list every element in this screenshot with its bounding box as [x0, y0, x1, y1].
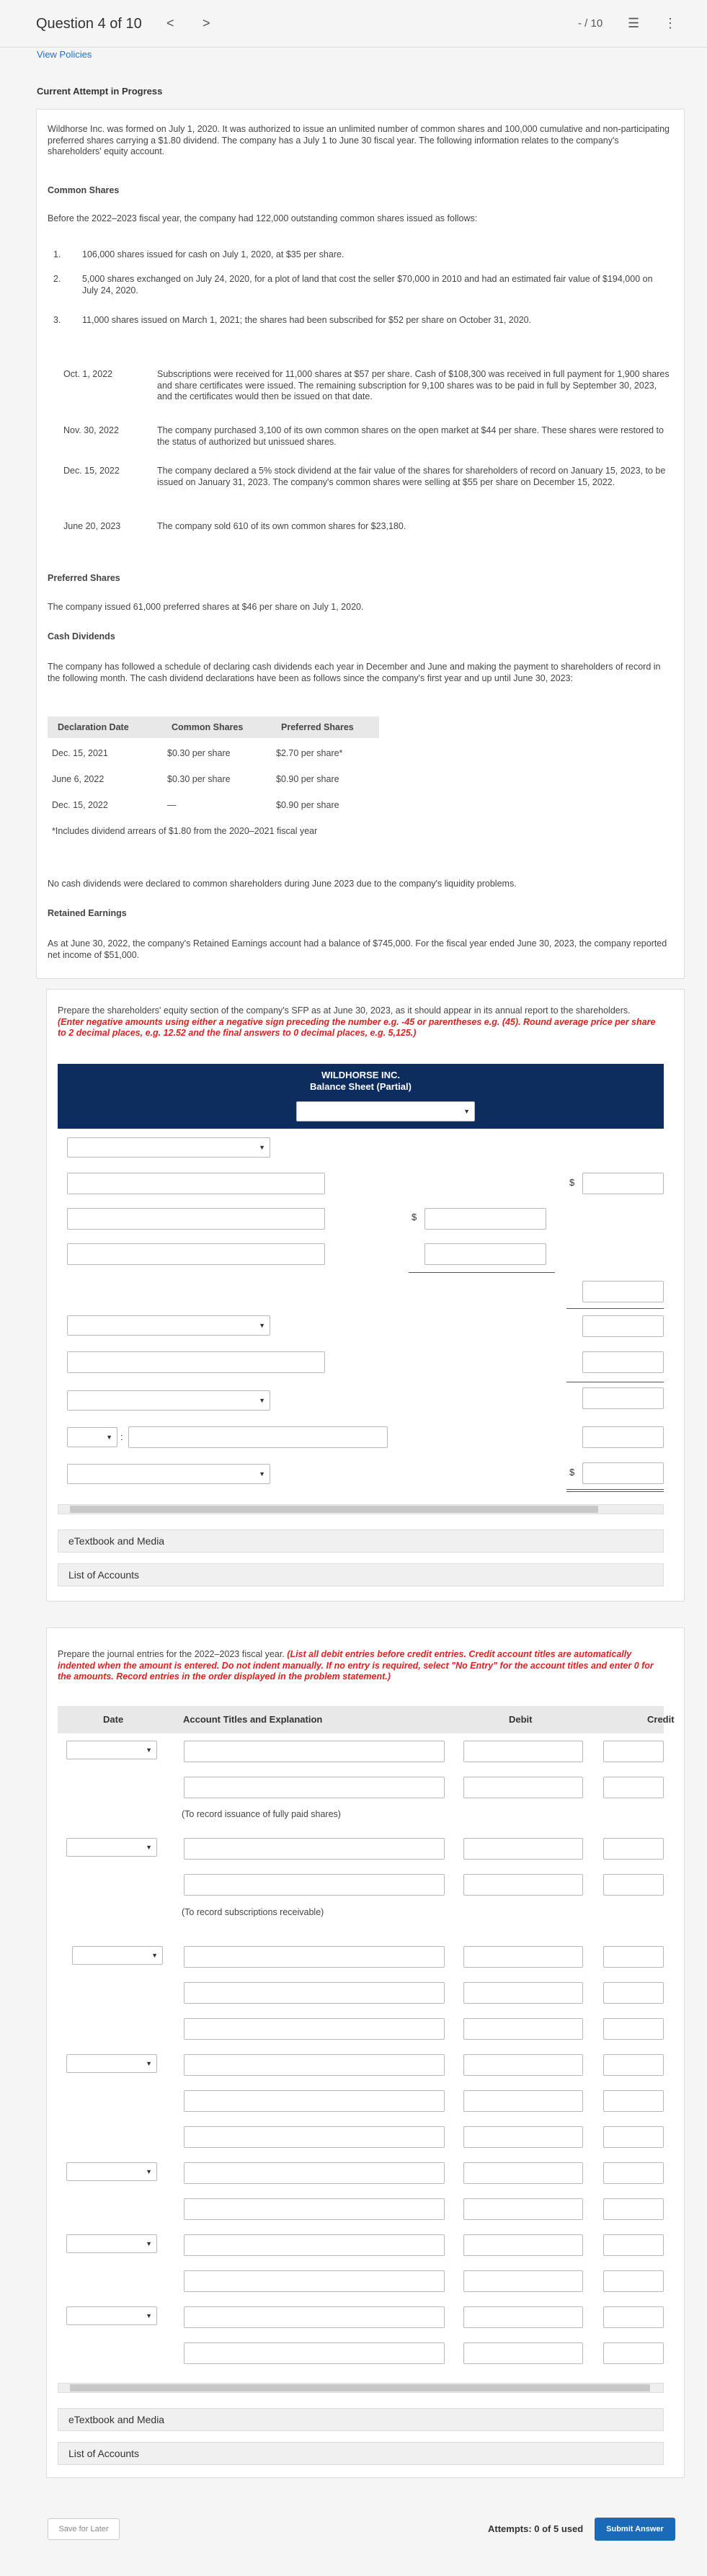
attempt-status: Current Attempt in Progress: [37, 86, 163, 97]
event-text: Subscriptions were received for 11,000 shares at $57 per share. Cash of $108,300 was received in full payment for 1,900 shares and share certificates were issued. The remaining subscription for 9,100 shares was to be paid in full by September 30, 2023, and the certificates would then be issued on that date.: [157, 369, 670, 401]
chevron-down-icon: ▼: [146, 2060, 152, 2067]
chevron-down-icon: ▼: [463, 1108, 470, 1115]
line-item-input[interactable]: [128, 1426, 388, 1448]
save-for-later-button[interactable]: Save for Later: [48, 2518, 120, 2540]
retained-earnings-heading: Retained Earnings: [48, 908, 127, 918]
company-name: WILDHORSE INC.: [321, 1070, 401, 1080]
etextbook-panel[interactable]: eTextbook and Media: [58, 1529, 664, 1553]
list-number: 1.: [53, 249, 61, 259]
chevron-down-icon: ▼: [106, 1434, 112, 1441]
heading-dropdown[interactable]: [67, 1315, 270, 1336]
debit-input[interactable]: [463, 2234, 583, 2256]
horizontal-scrollbar[interactable]: [58, 1504, 664, 1514]
total-amount-input[interactable]: [582, 1462, 664, 1484]
credit-input[interactable]: [603, 1741, 664, 1762]
chevron-down-icon: ▼: [146, 1746, 152, 1754]
account-title-input[interactable]: [184, 2054, 445, 2076]
dividend-table-cell: June 6, 2022: [52, 774, 105, 784]
account-title-input[interactable]: [184, 2198, 445, 2220]
journal-table-header: [58, 1706, 675, 1733]
account-title-input[interactable]: [184, 2342, 445, 2364]
entry-date-dropdown[interactable]: [66, 2306, 157, 2325]
retained-earnings-text: As at June 30, 2022, the company's Retained Earnings account had a balance of $745,000. For the fiscal year ended June 30, 2023, the company reported net income of $51,000.: [48, 938, 667, 960]
submit-answer-button[interactable]: Submit Answer: [595, 2518, 675, 2541]
account-title-input[interactable]: [184, 2270, 445, 2292]
credit-input[interactable]: [603, 1946, 664, 1968]
question-title: Question 4 of 10: [36, 16, 142, 32]
double-underline: [566, 1489, 664, 1490]
date-column-header: Date: [103, 1714, 124, 1725]
entry-date-dropdown[interactable]: [72, 1946, 163, 1965]
total-dropdown[interactable]: [67, 1464, 270, 1484]
event-date: June 20, 2023: [63, 521, 121, 531]
underline: [409, 1272, 555, 1273]
account-title-input[interactable]: [184, 1777, 445, 1798]
score: - / 10: [578, 17, 603, 30]
credit-input[interactable]: [603, 2306, 664, 2328]
dividend-table-cell: —: [167, 800, 177, 810]
event-date: Oct. 1, 2022: [63, 369, 113, 379]
entry-date-dropdown[interactable]: [66, 1741, 157, 1759]
scrollbar-thumb[interactable]: [70, 2384, 650, 2391]
problem-card: [36, 109, 685, 979]
entry-memo: (To record subscriptions receivable): [182, 1907, 324, 1917]
chevron-down-icon: ▼: [146, 2168, 152, 2175]
account-title-input[interactable]: [184, 1838, 445, 1860]
part1-instructions: Prepare the shareholders' equity section of the company's SFP as at June 30, 2023, as it should appear in its annual report to the shareholders. (Enter negative amounts using either a negative sign preceding the number e.g. -45 or parentheses e.g. (45). Round average price per share to 2 decimal places, e.g. 12.52 and the final answers to 0 decimal places, e.g. 5,125.): [58, 1005, 656, 1038]
part1-instructions-emphasis: (Enter negative amounts using either a negative sign preceding the number e.g. -45 or parentheses e.g. (45). Round average price per share to 2 decimal places, e.g. 12.52 and the final answers to 0 decimal places, e.g. 5,125.): [58, 1016, 656, 1038]
account-title-input[interactable]: [184, 2090, 445, 2112]
credit-input[interactable]: [603, 1838, 664, 1860]
debit-input[interactable]: [463, 2090, 583, 2112]
line-item-input[interactable]: [67, 1173, 325, 1194]
amount-input[interactable]: [582, 1426, 664, 1448]
entry-date-dropdown[interactable]: [66, 2054, 157, 2073]
debit-input[interactable]: [463, 2018, 583, 2040]
scrollbar-thumb[interactable]: [70, 1506, 598, 1513]
credit-input[interactable]: [603, 2342, 664, 2364]
debit-input[interactable]: [463, 2054, 583, 2076]
no-dividend-text: No cash dividends were declared to common shareholders during June 2023 due to the company's liquidity problems.: [48, 879, 517, 889]
dividend-table-cell: $0.30 per share: [167, 748, 231, 758]
chevron-down-icon: ▼: [259, 1470, 265, 1478]
chevron-down-icon: ▼: [259, 1322, 265, 1329]
chevron-down-icon: ▼: [146, 1844, 152, 1851]
dollar-sign: $: [412, 1212, 417, 1222]
credit-input[interactable]: [603, 1874, 664, 1896]
credit-column-header: Credit: [647, 1714, 675, 1725]
credit-input[interactable]: [603, 2090, 664, 2112]
dividend-table-header-cell: Declaration Date: [58, 722, 129, 732]
heading-dropdown[interactable]: [67, 1137, 270, 1158]
preferred-shares-text: The company issued 61,000 preferred shares at $46 per share on July 1, 2020.: [48, 602, 364, 612]
account-title-input[interactable]: [184, 1874, 445, 1896]
credit-input[interactable]: [603, 2126, 664, 2148]
list-of-accounts-panel[interactable]: List of Accounts: [58, 1563, 664, 1586]
dividend-table-cell: $0.90 per share: [276, 800, 339, 810]
credit-input[interactable]: [603, 2018, 664, 2040]
previous-question-icon[interactable]: <: [166, 16, 174, 30]
part2-instructions: Prepare the journal entries for the 2022–2023 fiscal year. (List all debit entries before credit entries. Credit account titles are automatically indented when the amount is entered. Do not indent manually. If no entry is required, select "No Entry" for the account titles and enter 0 for the amounts. Record entries in the order displayed in the problem statement.): [58, 1649, 654, 1682]
debit-input[interactable]: [463, 1777, 583, 1798]
total-amount-input[interactable]: [582, 1173, 664, 1194]
list-item: 11,000 shares issued on March 1, 2021; the shares had been subscribed for $52 per share on October 31, 2020.: [82, 315, 532, 325]
entry-date-dropdown[interactable]: [66, 1838, 157, 1857]
common-shares-heading: Common Shares: [48, 185, 120, 195]
preferred-shares-heading: Preferred Shares: [48, 573, 120, 583]
event-text: The company sold 610 of its own common shares for $23,180.: [157, 521, 406, 531]
event-text: The company declared a 5% stock dividend at the fair value of the shares for shareholders of record on January 15, 2023, to be issued on January 31, 2023. The company's common shares were selling at $55 per share on December 15, 2022.: [157, 466, 666, 487]
amount-input[interactable]: [582, 1351, 664, 1373]
part2-instructions-emphasis: (List all debit entries before credit entries. Credit account titles are automatically indented when the amount is entered. Do not indent manually. If no entry is required, select "No Entry" for the account titles and enter 0 for the amounts. Record entries in the order displayed in the problem statement.): [58, 1649, 654, 1682]
view-policies-link[interactable]: View Policies: [37, 49, 92, 60]
debit-input[interactable]: [463, 2162, 583, 2184]
event-date: Nov. 30, 2022: [63, 425, 119, 435]
account-title-input[interactable]: [184, 2306, 445, 2328]
attempts-counter: Attempts: 0 of 5 used: [488, 2523, 584, 2534]
debit-input[interactable]: [463, 1741, 583, 1762]
credit-input[interactable]: [603, 1982, 664, 2004]
dollar-sign: $: [569, 1177, 575, 1188]
date-dropdown[interactable]: [296, 1101, 475, 1122]
account-title-input[interactable]: [184, 2126, 445, 2148]
account-title-input[interactable]: [184, 1741, 445, 1762]
problem-intro: Wildhorse Inc. was formed on July 1, 2020. It was authorized to issue an unlimited number of common shares and 100,000 cumulative and non-participating preferred shares carrying a $1.80 dividend. The company has a July 1 to June 30 fiscal year. The following information relates to the company's shareholders' equity account.: [48, 124, 670, 156]
amount-input[interactable]: [424, 1243, 546, 1265]
debit-input[interactable]: [463, 2306, 583, 2328]
chevron-down-icon: ▼: [151, 1952, 158, 1959]
sign-dropdown[interactable]: [67, 1427, 117, 1447]
dividend-table-cell: $0.90 per share: [276, 774, 339, 784]
more-options-icon[interactable]: ⋮: [664, 16, 677, 30]
credit-input[interactable]: [603, 2234, 664, 2256]
cash-dividends-text: The company has followed a schedule of declaring cash dividends each year in December and June and making the payment to shareholders of record in the following month. The cash dividend declarations have been as follows since the company's first year and up until June 30, 2023:: [48, 662, 661, 683]
debit-input[interactable]: [463, 1838, 583, 1860]
dividend-table-cell: $0.30 per share: [167, 774, 231, 784]
entry-date-dropdown[interactable]: [66, 2234, 157, 2253]
event-text: The company purchased 3,100 of its own common shares on the open market at $44 per share. These shares were restored to the status of authorized but unissued shares.: [157, 425, 664, 447]
list-item: 5,000 shares exchanged on July 24, 2020, for a plot of land that cost the seller $70,000 in 2010 and had an estimated fair value of $194,000 on July 24, 2020.: [82, 274, 653, 296]
account-title-input[interactable]: [184, 2018, 445, 2040]
chevron-down-icon: ▼: [146, 2240, 152, 2247]
entry-date-dropdown[interactable]: [66, 2162, 157, 2181]
debit-input[interactable]: [463, 1946, 583, 1968]
debit-input[interactable]: [463, 2126, 583, 2148]
credit-input[interactable]: [603, 2054, 664, 2076]
debit-input[interactable]: [463, 1982, 583, 2004]
account-column-header: Account Titles and Explanation: [183, 1714, 323, 1725]
etextbook-panel[interactable]: eTextbook and Media: [58, 2408, 664, 2431]
account-title-input[interactable]: [184, 2162, 445, 2184]
credit-input[interactable]: [603, 2162, 664, 2184]
list-number: 3.: [53, 315, 61, 325]
amount-input[interactable]: [582, 1315, 664, 1337]
dividend-table-cell: Dec. 15, 2021: [52, 748, 108, 758]
cash-dividends-heading: Cash Dividends: [48, 631, 115, 641]
colon-separator: :: [120, 1431, 123, 1442]
chevron-down-icon: ▼: [146, 2312, 152, 2319]
account-title-input[interactable]: [184, 1946, 445, 1968]
top-bar: [0, 0, 707, 48]
horizontal-scrollbar[interactable]: [58, 2383, 664, 2393]
list-item: 106,000 shares issued for cash on July 1, 2020, at $35 per share.: [82, 249, 344, 259]
chevron-down-icon: ▼: [259, 1397, 265, 1404]
debit-column-header: Debit: [509, 1714, 533, 1725]
list-number: 2.: [53, 274, 61, 284]
debit-input[interactable]: [463, 1874, 583, 1896]
account-title-input[interactable]: [184, 1982, 445, 2004]
double-underline: [566, 1491, 664, 1492]
event-date: Dec. 15, 2022: [63, 466, 120, 476]
credit-input[interactable]: [603, 2270, 664, 2292]
amount-input[interactable]: [582, 1387, 664, 1409]
dividend-table-header-cell: Common Shares: [172, 722, 244, 732]
subtotal-input[interactable]: [582, 1281, 664, 1302]
debit-input[interactable]: [463, 2342, 583, 2364]
credit-input[interactable]: [603, 1777, 664, 1798]
debit-input[interactable]: [463, 2198, 583, 2220]
common-shares-intro: Before the 2022–2023 fiscal year, the company had 122,000 outstanding common shares issued as follows:: [48, 213, 478, 223]
dollar-sign: $: [569, 1467, 575, 1478]
underline: [566, 1308, 664, 1309]
dividend-table-header-cell: Preferred Shares: [281, 722, 354, 732]
debit-input[interactable]: [463, 2270, 583, 2292]
dividend-table-cell: $2.70 per share*: [276, 748, 343, 758]
entry-memo: (To record issuance of fully paid shares): [182, 1809, 341, 1819]
line-item-input[interactable]: [67, 1208, 325, 1230]
line-item-input[interactable]: [67, 1243, 325, 1265]
dividend-table-cell: Dec. 15, 2022: [52, 800, 108, 810]
credit-input[interactable]: [603, 2198, 664, 2220]
dividend-table-footnote: *Includes dividend arrears of $1.80 from the 2020–2021 fiscal year: [52, 826, 318, 836]
list-of-accounts-panel[interactable]: List of Accounts: [58, 2442, 664, 2465]
account-title-input[interactable]: [184, 2234, 445, 2256]
line-item-input[interactable]: [67, 1351, 325, 1373]
chevron-down-icon: ▼: [259, 1144, 265, 1151]
next-question-icon[interactable]: >: [203, 16, 210, 30]
amount-input[interactable]: [424, 1208, 546, 1230]
statement-title: Balance Sheet (Partial): [310, 1081, 412, 1092]
heading-dropdown[interactable]: [67, 1390, 270, 1411]
question-list-icon[interactable]: ☰: [628, 16, 640, 30]
